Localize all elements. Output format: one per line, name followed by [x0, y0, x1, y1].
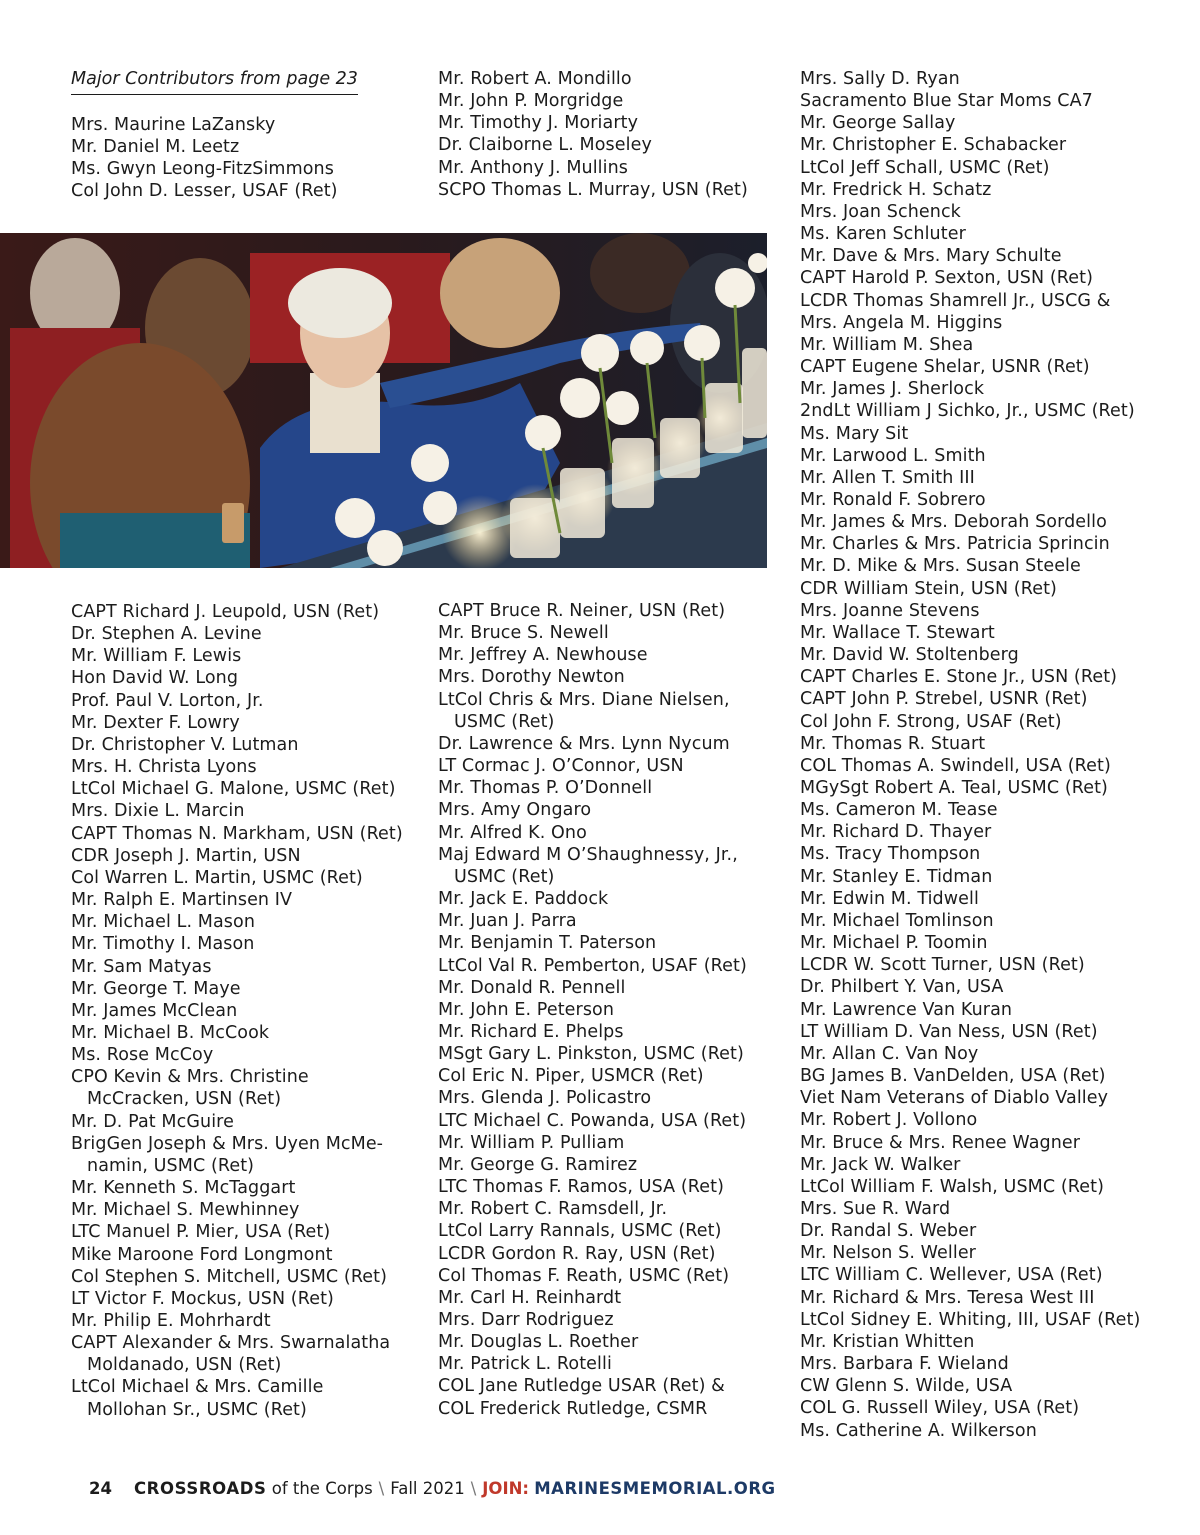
- contributor-name: Ms. Mary Sit: [800, 423, 909, 444]
- contributor-name: Mr. Michael L. Mason: [71, 912, 256, 933]
- contributor-name: Ms. Cameron M. Tease: [800, 800, 998, 821]
- footer-separator: \: [470, 1479, 477, 1498]
- contributor-name: Mr. Kenneth S. McTaggart: [71, 1178, 296, 1199]
- contributor-name: Mr. Kristian Whitten: [800, 1331, 975, 1352]
- contributor-name: Mr. Fredrick H. Schatz: [800, 179, 992, 200]
- memorial-photo: [0, 233, 767, 568]
- contributor-name: Mrs. Glenda J. Policastro: [438, 1088, 652, 1109]
- contributor-name: Mr. William M. Shea: [800, 334, 974, 355]
- contributor-name: LTC William C. Wellever, USA (Ret): [800, 1265, 1103, 1286]
- contributor-name: COL Jane Rutledge USAR (Ret) &: [438, 1376, 725, 1397]
- contributor-name: USMC (Ret): [454, 711, 555, 732]
- contributor-name: Mr. Bruce & Mrs. Renee Wagner: [800, 1132, 1081, 1153]
- contributor-name: Mrs. Sally D. Ryan: [800, 69, 960, 89]
- contributor-name: LCDR W. Scott Turner, USN (Ret): [800, 955, 1085, 976]
- contributor-name: Ms. Karen Schluter: [800, 224, 966, 245]
- contributor-name: Mr. George Sallay: [800, 113, 956, 134]
- contributor-name: CAPT John P. Strebel, USNR (Ret): [800, 689, 1088, 710]
- magazine-name: CROSSROADS: [133, 1479, 267, 1498]
- contributor-name: Mr. William P. Pulliam: [438, 1132, 625, 1153]
- contributor-name: CDR Joseph J. Martin, USN: [71, 845, 301, 866]
- contributor-name: Mike Maroone Ford Longmont: [71, 1244, 333, 1265]
- contributor-name: Mrs. Joanne Stevens: [800, 600, 980, 621]
- contributor-name: Mr. Dexter F. Lowry: [71, 712, 240, 733]
- contributor-name: Mr. Michael B. McCook: [71, 1022, 270, 1043]
- contributor-name: Mr. Dave & Mrs. Mary Schulte: [800, 246, 1062, 267]
- contributor-name: Viet Nam Veterans of Diablo Valley: [800, 1088, 1109, 1109]
- contributor-name: Col Eric N. Piper, USMCR (Ret): [438, 1066, 704, 1087]
- contributor-name: Mr. Bruce S. Newell: [438, 623, 609, 644]
- contributor-name: Mrs. Joan Schenck: [800, 201, 961, 222]
- contributor-name: MSgt Gary L. Pinkston, USMC (Ret): [438, 1044, 744, 1065]
- contributor-name: LTC Michael C. Powanda, USA (Ret): [438, 1110, 747, 1131]
- contributor-name: Mrs. Angela M. Higgins: [800, 312, 1003, 333]
- contributor-name: Col John D. Lesser, USAF (Ret): [71, 181, 338, 202]
- contributor-name: CW Glenn S. Wilde, USA: [800, 1376, 1013, 1397]
- contributor-name: Mr. D. Mike & Mrs. Susan Steele: [800, 556, 1081, 577]
- contributor-name: Mr. Benjamin T. Paterson: [438, 933, 657, 954]
- contributor-name: Mr. Douglas L. Roether: [438, 1332, 639, 1353]
- contributor-name: Mollohan Sr., USMC (Ret): [87, 1399, 307, 1420]
- contributor-name: CAPT Charles E. Stone Jr., USN (Ret): [800, 667, 1118, 688]
- contributor-list-col1-bottom: [71, 601, 403, 1421]
- contributor-name: Mr. James McClean: [71, 1000, 238, 1021]
- contributor-name: Mrs. Dixie L. Marcin: [71, 801, 245, 822]
- contributor-name: Mr. Anthony J. Mullins: [438, 157, 629, 178]
- contributor-name: Mr. Lawrence Van Kuran: [800, 999, 1013, 1020]
- contributor-name: Ms. Gwyn Leong-FitzSimmons: [71, 159, 334, 180]
- contributor-name: Dr. Stephen A. Levine: [71, 624, 262, 645]
- website-link[interactable]: MARINESMEMORIAL.ORG: [534, 1479, 776, 1498]
- contributor-name: 2ndLt William J Sichko, Jr., USMC (Ret): [800, 401, 1135, 422]
- contributor-name: SCPO Thomas L. Murray, USN (Ret): [438, 179, 748, 200]
- page-footer: [89, 1478, 776, 1500]
- contributor-name: Mr. Daniel M. Leetz: [71, 137, 240, 158]
- contributor-name: Mrs. Amy Ongaro: [438, 800, 592, 821]
- contributor-name: LTC Manuel P. Mier, USA (Ret): [71, 1222, 331, 1243]
- contributor-name: Mr. Allen T. Smith III: [800, 467, 975, 488]
- contributor-name: Mr. Richard E. Phelps: [438, 1021, 624, 1042]
- contributor-list-col3: [800, 68, 1140, 1442]
- contributor-name: Mr. Carl H. Reinhardt: [438, 1287, 622, 1308]
- contributor-name: Col John F. Strong, USAF (Ret): [800, 711, 1062, 732]
- contributor-name: Mrs. Sue R. Ward: [800, 1198, 951, 1219]
- contributor-name: Mr. George T. Maye: [71, 978, 241, 999]
- contributor-name: McCracken, USN (Ret): [87, 1089, 282, 1110]
- contributor-name: Dr. Claiborne L. Moseley: [438, 135, 652, 156]
- contributor-name: BrigGen Joseph & Mrs. Uyen McMe-: [71, 1133, 384, 1154]
- contributor-name: LCDR Thomas Shamrell Jr., USCG &: [800, 290, 1111, 311]
- contributor-name: Ms. Catherine A. Wilkerson: [800, 1420, 1037, 1441]
- contributor-name: Dr. Lawrence & Mrs. Lynn Nycum: [438, 733, 730, 754]
- contributor-list-col2-top: [438, 68, 748, 201]
- contributor-name: Sacramento Blue Star Moms CA7: [800, 91, 1093, 112]
- contributor-name: Dr. Randal S. Weber: [800, 1221, 977, 1242]
- contributor-name: Col Thomas F. Reath, USMC (Ret): [438, 1265, 730, 1286]
- contributor-name: Col Stephen S. Mitchell, USMC (Ret): [71, 1266, 388, 1287]
- contributor-name: Mr. Jack E. Paddock: [438, 889, 609, 910]
- contributor-name: LtCol Jeff Schall, USMC (Ret): [800, 157, 1050, 178]
- contributor-name: Mr. Robert C. Ramsdell, Jr.: [438, 1199, 668, 1220]
- contributor-name: Hon David W. Long: [71, 668, 239, 689]
- contributor-name: CAPT Alexander & Mrs. Swarnalatha: [71, 1333, 391, 1354]
- contributor-name: Mr. Larwood L. Smith: [800, 445, 986, 466]
- contributor-name: Mr. Allan C. Van Noy: [800, 1043, 979, 1064]
- contributor-name: Mr. Alfred K. Ono: [438, 822, 587, 843]
- contributor-name: Mr. John P. Morgridge: [438, 91, 624, 112]
- contributor-name: BG James B. VanDelden, USA (Ret): [800, 1066, 1106, 1087]
- contributor-name: Mr. Christopher E. Schabacker: [800, 135, 1067, 156]
- contributor-name: Mr. Ronald F. Sobrero: [800, 489, 986, 510]
- contributor-name: COL Thomas A. Swindell, USA (Ret): [800, 755, 1111, 776]
- contributor-name: Prof. Paul V. Lorton, Jr.: [71, 690, 264, 711]
- magazine-name-suffix: of the Corps: [266, 1479, 373, 1498]
- contributor-name: Mr. Edwin M. Tidwell: [800, 888, 979, 909]
- contributor-name: Mr. Donald R. Pennell: [438, 977, 626, 998]
- contributor-name: LTC Thomas F. Ramos, USA (Ret): [438, 1177, 725, 1198]
- issue-label: Fall 2021: [390, 1479, 465, 1498]
- contributor-name: Mr. James & Mrs. Deborah Sordello: [800, 512, 1107, 533]
- contributor-name: LtCol Val R. Pemberton, USAF (Ret): [438, 955, 747, 976]
- contributor-name: Ms. Tracy Thompson: [800, 844, 981, 865]
- contributor-name: Mrs. Maurine LaZansky: [71, 115, 276, 135]
- contributor-name: Mr. D. Pat McGuire: [71, 1111, 234, 1132]
- contributor-name: Mr. Nelson S. Weller: [800, 1243, 976, 1264]
- contributor-name: COL Frederick Rutledge, CSMR: [438, 1398, 708, 1419]
- contributor-name: Mr. James J. Sherlock: [800, 379, 985, 400]
- contributor-name: LT Victor F. Mockus, USN (Ret): [71, 1288, 334, 1309]
- contributor-name: Mr. Ralph E. Martinsen IV: [71, 890, 293, 911]
- section-heading: Major Contributors from page 23: [71, 68, 358, 95]
- contributor-name: LCDR Gordon R. Ray, USN (Ret): [438, 1243, 716, 1264]
- contributor-name: Mr. Stanley E. Tidman: [800, 866, 993, 887]
- contributor-name: LtCol Michael & Mrs. Camille: [71, 1377, 324, 1398]
- contributor-name: Mr. Charles & Mrs. Patricia Sprincin: [800, 534, 1110, 555]
- contributor-name: CAPT Bruce R. Neiner, USN (Ret): [438, 601, 726, 621]
- contributor-name: Mrs. Dorothy Newton: [438, 667, 625, 688]
- contributor-name: Mr. William F. Lewis: [71, 646, 242, 667]
- contributor-name: Mr. John E. Peterson: [438, 999, 615, 1020]
- contributor-name: LT Cormac J. O’Connor, USN: [438, 756, 684, 777]
- contributor-name: Mr. Michael Tomlinson: [800, 910, 994, 931]
- contributor-name: Mr. Michael P. Toomin: [800, 933, 988, 954]
- contributor-name: Maj Edward M O’Shaughnessy, Jr.,: [438, 844, 738, 865]
- contributor-name: Mr. Robert A. Mondillo: [438, 69, 632, 89]
- contributor-name: Mrs. H. Christa Lyons: [71, 757, 257, 778]
- contributor-name: CDR William Stein, USN (Ret): [800, 578, 1057, 599]
- contributor-name: Mr. Jeffrey A. Newhouse: [438, 645, 648, 666]
- contributor-name: Ms. Rose McCoy: [71, 1045, 214, 1066]
- contributor-name: Col Warren L. Martin, USMC (Ret): [71, 867, 363, 888]
- contributor-name: CAPT Harold P. Sexton, USN (Ret): [800, 268, 1094, 289]
- contributor-list-col2-bottom: [438, 600, 747, 1420]
- contributor-name: Mr. George G. Ramirez: [438, 1154, 638, 1175]
- contributor-name: LtCol Sidney E. Whiting, III, USAF (Ret): [800, 1309, 1141, 1330]
- contributor-name: Mr. Thomas R. Stuart: [800, 733, 986, 754]
- contributor-name: Mr. Thomas P. O’Donnell: [438, 778, 653, 799]
- contributor-name: Mr. David W. Stoltenberg: [800, 645, 1019, 666]
- contributor-name: Mr. Timothy J. Moriarty: [438, 113, 639, 134]
- contributor-name: LtCol Chris & Mrs. Diane Nielsen,: [438, 689, 730, 710]
- contributor-name: Mrs. Barbara F. Wieland: [800, 1354, 1009, 1375]
- contributor-name: CAPT Eugene Shelar, USNR (Ret): [800, 357, 1090, 378]
- contributor-name: Dr. Christopher V. Lutman: [71, 734, 299, 755]
- contributor-name: Mr. Timothy I. Mason: [71, 934, 255, 955]
- join-label: JOIN:: [482, 1479, 530, 1498]
- contributor-name: LT William D. Van Ness, USN (Ret): [800, 1021, 1098, 1042]
- contributor-name: Mr. Patrick L. Rotelli: [438, 1354, 612, 1375]
- contributor-name: USMC (Ret): [454, 866, 555, 887]
- contributor-name: Dr. Philbert Y. Van, USA: [800, 977, 1004, 998]
- contributor-name: Mr. Philip E. Mohrhardt: [71, 1311, 271, 1331]
- contributor-name: Mr. Wallace T. Stewart: [800, 622, 995, 643]
- contributor-name: LtCol Larry Rannals, USMC (Ret): [438, 1221, 722, 1242]
- contributor-name: Mr. Robert J. Vollono: [800, 1110, 978, 1131]
- footer-separator: \: [378, 1479, 385, 1498]
- contributor-list-col1-top: [71, 114, 338, 203]
- contributor-name: MGySgt Robert A. Teal, USMC (Ret): [800, 778, 1108, 798]
- contributor-name: CAPT Richard J. Leupold, USN (Ret): [71, 602, 380, 622]
- contributor-name: Mr. Michael S. Mewhinney: [71, 1200, 300, 1221]
- contributor-name: Mr. Jack W. Walker: [800, 1154, 961, 1175]
- contributor-name: Mrs. Darr Rodriguez: [438, 1310, 614, 1330]
- contributor-name: Mr. Richard D. Thayer: [800, 822, 992, 843]
- contributor-name: Moldanado, USN (Ret): [87, 1355, 282, 1376]
- page-number: 24: [89, 1479, 112, 1498]
- contributor-name: LtCol William F. Walsh, USMC (Ret): [800, 1176, 1105, 1197]
- contributor-name: Mr. Sam Matyas: [71, 956, 212, 977]
- contributor-name: CAPT Thomas N. Markham, USN (Ret): [71, 823, 403, 844]
- contributor-name: COL G. Russell Wiley, USA (Ret): [800, 1398, 1080, 1419]
- contributor-name: CPO Kevin & Mrs. Christine: [71, 1067, 309, 1088]
- contributor-name: Mr. Richard & Mrs. Teresa West III: [800, 1287, 1095, 1308]
- contributor-name: namin, USMC (Ret): [87, 1155, 255, 1176]
- contributor-name: LtCol Michael G. Malone, USMC (Ret): [71, 779, 396, 800]
- contributor-name: Mr. Juan J. Parra: [438, 911, 577, 932]
